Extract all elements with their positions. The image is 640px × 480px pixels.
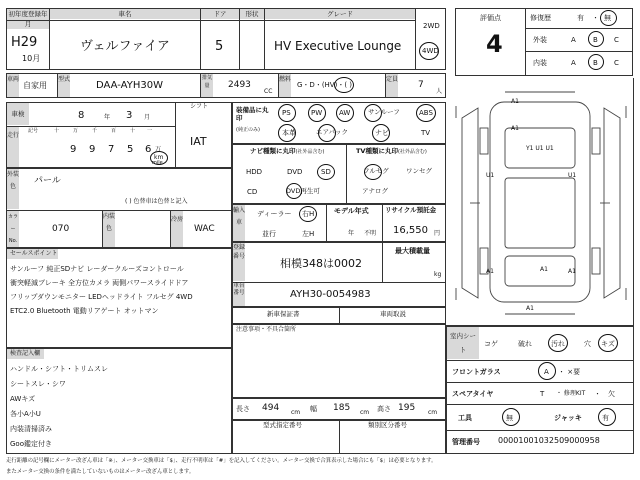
mark-right-side: U1 — [568, 172, 577, 179]
sales-line-1: サンルーフ 純正SDナビ レーダークルーズコントロール — [10, 265, 184, 273]
fuel-hv-circle — [334, 77, 354, 93]
equip-tv: TV — [421, 129, 431, 137]
shift-value: IAT — [190, 135, 207, 148]
length-label: 長さ — [236, 405, 250, 413]
glass-label: フロントガラス — [452, 368, 501, 376]
capacity-label: 定員 — [386, 74, 398, 97]
exterior-grade-a: A — [571, 36, 576, 44]
inspection-month-unit: 月 — [144, 114, 151, 121]
digit-h3: 千 — [92, 128, 98, 134]
inspector-line-2: シートスレ・シワ — [10, 380, 66, 388]
width-value: 185 — [333, 403, 351, 413]
nav-sd: SD — [321, 168, 331, 176]
door-header: ドア — [201, 9, 239, 19]
nav-dvd: DVD — [287, 168, 303, 176]
model-value: DAA-AYH30W — [96, 80, 163, 91]
import-label: 輸入車 — [233, 205, 245, 241]
mark-left-side: U1 — [486, 172, 495, 179]
equip-abs: ABS — [419, 109, 433, 117]
interior-grade-c: C — [614, 59, 619, 67]
repair-no: 無 — [604, 14, 611, 22]
handle-right: 右H — [302, 210, 315, 218]
mileage-mark: 万 — [155, 146, 162, 153]
model-year-value: 不明 — [364, 230, 377, 237]
mark-lower-left: A1 — [486, 268, 494, 275]
tools-label: 工具 — [458, 414, 472, 422]
seat-scratch: キズ — [601, 340, 615, 348]
inspector-line-3: AWキズ — [10, 395, 36, 403]
car-name: ヴェルファイア — [80, 39, 170, 54]
max-load-unit: kg — [434, 271, 442, 278]
glass-a: A — [544, 368, 549, 376]
equip-airbag: エアバック — [316, 128, 348, 136]
color-label: 外装色 — [7, 169, 19, 209]
shape-header: 形状 — [240, 9, 264, 19]
mgmt-value: 00001001032509000958 — [498, 436, 600, 445]
registration-value: 相模348は0002 — [280, 257, 362, 270]
color-code-value: 070 — [52, 224, 70, 234]
digit-1: 9 — [89, 144, 96, 155]
drive-4wd: 4WD — [422, 47, 439, 55]
equip-navi: ナビ — [375, 129, 389, 137]
import-dealer: ディーラー — [257, 210, 292, 218]
vin-label: 車台番号 — [233, 283, 245, 306]
spare-kit: ・ 修理KIT — [556, 390, 586, 397]
mark-rear: A1 — [526, 305, 534, 312]
interior-label: 内装 — [533, 59, 547, 67]
mark-front: A1 — [511, 98, 519, 105]
notes-label: 注意事項・不具合箇所 — [236, 326, 297, 333]
nav-dvd-play: DVD再生可 — [286, 187, 320, 195]
tv-analog: アナログ — [362, 187, 388, 195]
tv-label: TV種類に丸印(社外品含む) — [356, 147, 427, 155]
inspector-line-1: ハンドル・シフト・トリムスレ — [10, 365, 108, 373]
inspector-line-4: 各小A小U — [10, 410, 41, 418]
sales-line-3: フリップダウンモニター LEDヘッドライト フルセグ 4WD — [10, 293, 193, 301]
notes-block — [232, 324, 446, 398]
exterior-grade-c: C — [614, 36, 619, 44]
mark-windshield: A1 — [540, 266, 548, 273]
mark-lower-right: A1 — [568, 268, 576, 275]
height-unit: cm — [428, 409, 438, 416]
spare-missing: 欠 — [608, 390, 615, 398]
model-year-label: モデル年式 — [334, 207, 369, 215]
digit-h1: 十 — [54, 128, 60, 134]
cc-unit: CC — [264, 88, 273, 95]
exterior-grade-b: B — [593, 36, 598, 44]
digit-h5: 十 — [130, 128, 136, 134]
inspector-label: 検査記入欄 — [7, 349, 44, 359]
exterior-label: 外装 — [533, 36, 547, 44]
tv-fullseg: フルセグ — [363, 167, 389, 175]
shift-label: シフト — [190, 103, 209, 110]
footer-line-2: またメーター交換の条件を満たしていないものはメーター改ざん車とします。 — [6, 469, 195, 475]
mgmt-label: 管理番号 — [452, 438, 480, 446]
score-label: 評価点 — [480, 14, 501, 22]
digit-h0: 記号 — [28, 128, 39, 134]
footer-line-1: 走行距離の記号欄にメーター改ざん車は「※」、メーター交換車は「$」、走行不明車は「#」を記入してください。メーター交換で合算表示した場合にも「$」は必要となります。 — [6, 458, 437, 464]
digit-h6: 一 — [147, 128, 153, 134]
jack-label: ジャッキ — [554, 414, 582, 422]
import-parallel: 並行 — [262, 230, 276, 238]
length-value: 494 — [262, 403, 280, 413]
handle-left: 左H — [302, 230, 315, 238]
digit-2: 7 — [108, 144, 115, 155]
grade-header: グレード — [265, 9, 415, 19]
vehicle-row — [6, 73, 446, 98]
glass-replace: ・ ×要 — [558, 368, 581, 376]
warranty-label: 新車保証書 — [267, 310, 300, 318]
reg-header: 初年度登録年月 — [8, 10, 48, 28]
inspection-year: 8 — [78, 110, 85, 121]
color-value: パール — [34, 176, 61, 186]
length-unit: cm — [291, 409, 301, 416]
vehicle-diagram — [450, 88, 632, 320]
spare-t: T — [540, 390, 545, 398]
seat-hole: 穴 — [584, 340, 591, 348]
inspection-month: 3 — [126, 110, 133, 121]
inspector-line-6: Goo鑑定付き — [10, 440, 52, 448]
jack-value: 有 — [602, 414, 609, 422]
capacity-value: 7 — [418, 80, 424, 90]
width-unit: cm — [360, 409, 370, 416]
mark-roof: Y1 U1 U1 — [526, 145, 554, 152]
model-label: 型式 — [58, 74, 70, 97]
height-value: 195 — [398, 403, 416, 413]
equip-leather: 本革 — [282, 129, 296, 137]
displacement-value: 2493 — [228, 80, 251, 90]
seat-label: 室内シート — [447, 327, 479, 359]
tools-value: 無 — [506, 414, 513, 422]
nav-cd: CD — [247, 188, 258, 196]
digit-h2: 万 — [73, 128, 79, 134]
grade-value: HV Executive Lounge — [274, 39, 402, 53]
height-label: 高さ — [377, 405, 391, 413]
recycle-unit: 円 — [434, 230, 441, 237]
repair-label: 修復歴 — [530, 14, 551, 22]
digit-3: 5 — [127, 144, 134, 155]
tv-oneseg: ワンセグ — [406, 167, 432, 175]
displacement-label: 排気量 — [201, 74, 213, 97]
sales-line-4: ETC2.0 Bluetooth 電動リアゲート オットマン — [10, 307, 159, 315]
use-label: 車両 — [7, 74, 19, 97]
digit-4: 6 — [145, 144, 152, 155]
equip-sunroof: サンルーフ — [368, 108, 400, 116]
color-code-label: カラー No. — [7, 211, 19, 247]
nav-hdd: HDD — [246, 168, 263, 176]
seat-dirt: 汚れ — [551, 340, 565, 348]
capacity-unit: 人 — [436, 88, 443, 95]
class-label: 類別区分番号 — [368, 421, 407, 429]
recycle-label: リサイクル預託金 — [385, 206, 437, 214]
reg-year: H29 — [11, 35, 38, 50]
fuel-options: G・D・(HV)・( ) — [297, 81, 353, 89]
mileage-label: 走行 — [7, 127, 19, 167]
nav-label: ナビ種類に丸印(社外品含む) — [250, 147, 325, 155]
aircon-label: 冷房 — [171, 211, 183, 247]
spare-dot: ・ — [594, 390, 601, 398]
name-header: 車名 — [50, 9, 200, 19]
inspector-line-5: 内装清掃済み — [10, 425, 52, 433]
equipment-sublabel: (純正のみ) — [236, 127, 260, 133]
model-year-unit: 年 — [348, 230, 355, 237]
type-label: 型式指定番号 — [263, 421, 302, 429]
max-load-label: 最大積載量 — [395, 247, 430, 255]
drive-2wd: 2WD — [423, 22, 440, 30]
equipment-label: 装備品に丸印 — [236, 106, 269, 122]
color-note: ( ) 色替車は色替と記入 — [125, 198, 188, 205]
interior-grade-b: B — [593, 59, 598, 67]
fuel-label: 燃料 — [279, 74, 291, 97]
sales-label: セールスポイント — [7, 249, 58, 259]
inspection-year-unit: 年 — [104, 114, 111, 121]
inspector-block — [6, 348, 232, 454]
repair-yes: 有 — [577, 14, 584, 22]
equip-ps: PS — [282, 109, 291, 117]
score-value: 4 — [486, 30, 503, 58]
seat-burn: コゲ — [484, 340, 498, 348]
recycle-value: 16,550 — [393, 225, 428, 236]
interior-grade-a: A — [571, 59, 576, 67]
manual-label: 車両取説 — [380, 310, 406, 318]
interior-color-label: 内装色 — [103, 211, 115, 247]
aircon-value: WAC — [194, 224, 215, 234]
mark-hood: A1 — [511, 125, 519, 132]
mileage-unit: km — [154, 154, 164, 161]
digit-h4: 百 — [111, 128, 117, 134]
reg-month: 10月 — [22, 54, 41, 63]
digit-0: 9 — [70, 144, 77, 155]
door-count: 5 — [215, 39, 224, 54]
sales-line-2: 衝突軽減ブレーキ 全方位カメラ 両側パワースライドドア — [10, 279, 189, 287]
equip-aw: AW — [339, 109, 351, 117]
registration-label: 登録番号 — [233, 243, 245, 281]
mileage-unit-mile: mile — [152, 160, 163, 166]
repair-dot: ・ — [592, 14, 599, 22]
spare-label: スペアタイヤ — [452, 390, 494, 398]
seat-tear: 破れ — [518, 340, 532, 348]
use-value: 自家用 — [23, 81, 47, 90]
inspection-label: 車検 — [7, 103, 29, 125]
width-label: 幅 — [310, 405, 317, 413]
equip-pw: PW — [311, 109, 323, 117]
vin-value: AYH30-0054983 — [290, 289, 371, 300]
